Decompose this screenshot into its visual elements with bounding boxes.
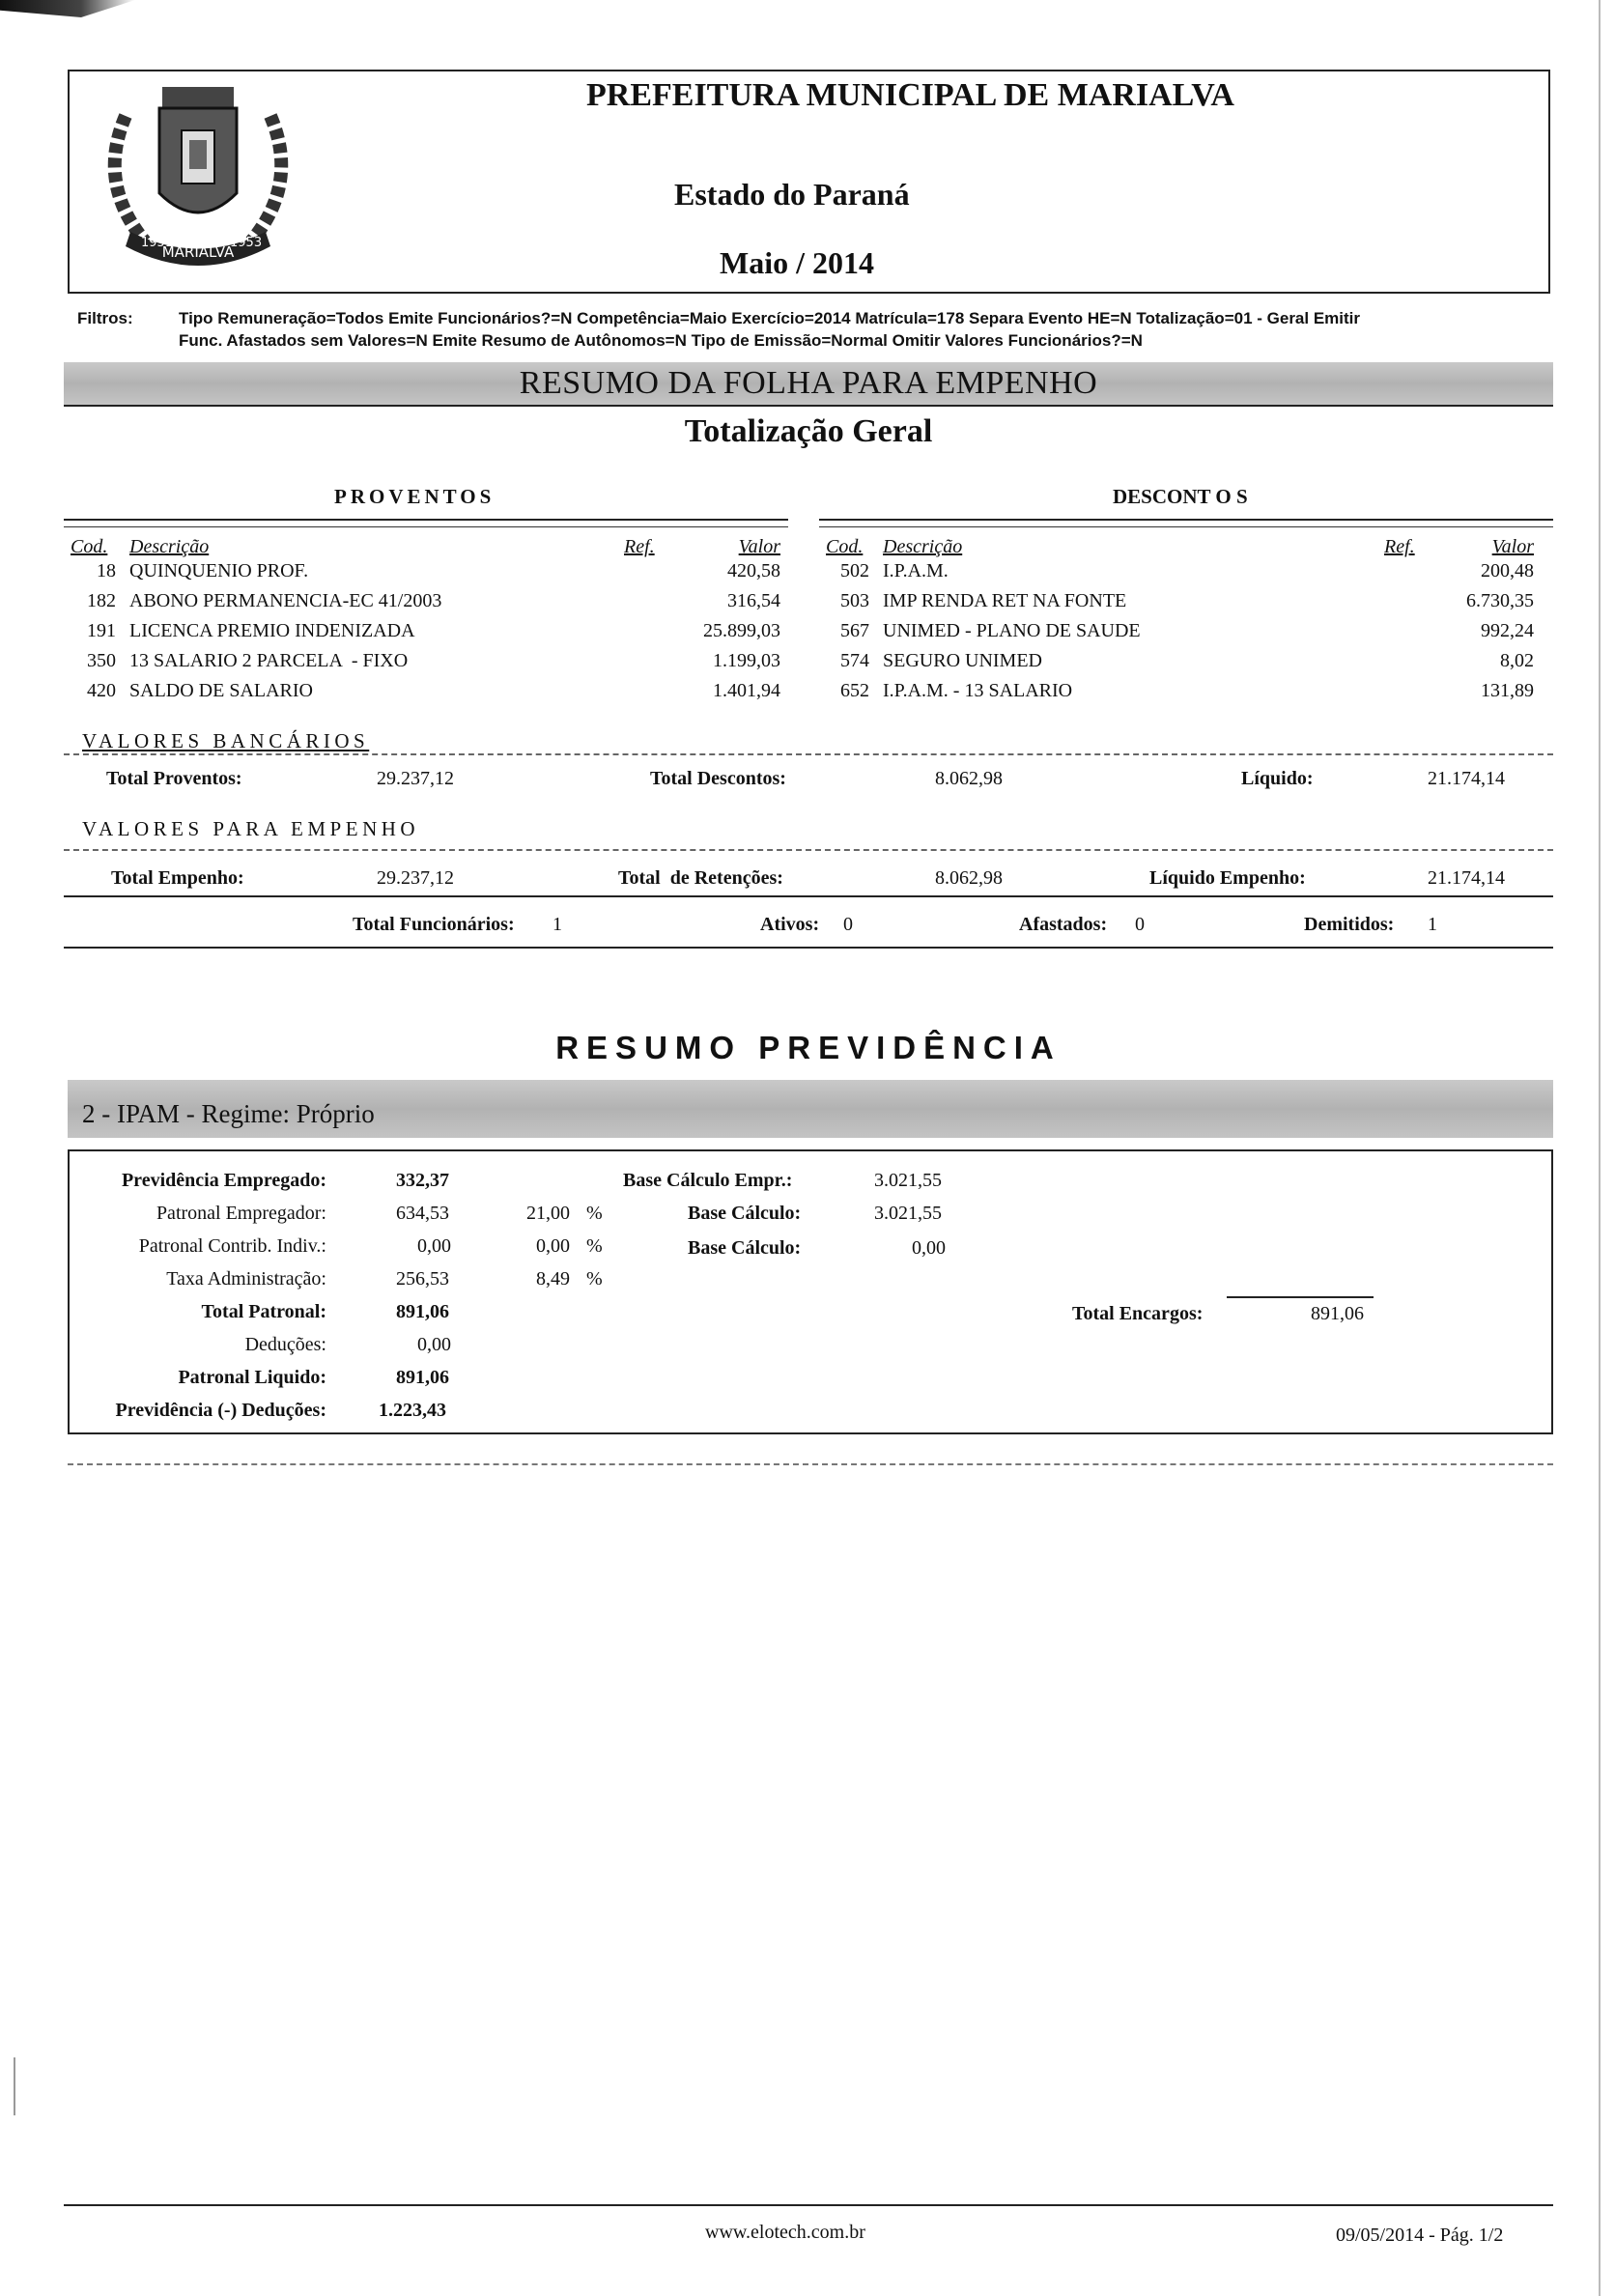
empenho-rule-top (64, 895, 1553, 897)
scan-edge-line (1599, 0, 1601, 2296)
proventos-cod: 420 (87, 680, 116, 701)
descontos-cod: 503 (840, 590, 869, 611)
crest-year-left: 1951 (141, 236, 174, 250)
proventos-col-cod: Cod. (71, 536, 108, 557)
base-calculo-value: 3.021,55 (874, 1203, 942, 1224)
total-encargos-rule (1227, 1296, 1374, 1298)
descontos-valor: 200,48 (1481, 560, 1534, 581)
period-title: Maio / 2014 (720, 245, 874, 280)
base-calculo-empr-label: Base Cálculo Empr.: (623, 1170, 793, 1191)
descontos-col-valor: Valor (1491, 536, 1534, 557)
base-calculo-label: Base Cálculo: (688, 1237, 802, 1259)
proventos-desc: 13 SALARIO 2 PARCELA - FIXO (129, 650, 409, 671)
descontos-cod: 574 (840, 650, 869, 671)
descontos-cod: 652 (840, 680, 869, 701)
proventos-rule-top (64, 519, 788, 521)
municipality-title: PREFEITURA MUNICIPAL DE MARIALVA (586, 77, 1234, 113)
proventos-cod: 18 (97, 560, 116, 581)
descontos-col-cod: Cod. (826, 536, 864, 557)
proventos-cod: 350 (87, 650, 116, 671)
liquido-empenho-value: 21.174,14 (1428, 867, 1505, 889)
afastados-value: 0 (1135, 914, 1145, 935)
summary-title: RESUMO DA FOLHA PARA EMPENHO (519, 365, 1098, 401)
total-empenho-value: 29.237,12 (377, 867, 454, 889)
descontos-valor: 992,24 (1481, 620, 1534, 641)
previdencia-pct: 0,00 (536, 1235, 570, 1257)
regime-title: 2 - IPAM - Regime: Próprio (82, 1099, 375, 1128)
descontos-heading: DESCONT O S (1113, 485, 1248, 508)
previdencia-pct-unit: % (586, 1203, 603, 1224)
scan-margin-line (14, 2057, 15, 2115)
descontos-rule-bottom (819, 526, 1553, 527)
proventos-col-ref: Ref. (624, 536, 655, 557)
total-retencoes-value: 8.062,98 (935, 867, 1003, 889)
total-funcionarios-label: Total Funcionários: (353, 914, 515, 935)
previdencia-box (68, 1149, 1553, 1434)
bancarios-dashed-rule (64, 753, 1553, 755)
total-descontos-value: 8.062,98 (935, 768, 1003, 789)
proventos-cod: 191 (87, 620, 116, 641)
state-title: Estado do Paraná (674, 177, 910, 212)
previdencia-pct-unit: % (586, 1268, 603, 1290)
proventos-valor: 316,54 (727, 590, 780, 611)
previdencia-value: 0,00 (417, 1235, 451, 1257)
proventos-desc: QUINQUENIO PROF. (129, 560, 309, 581)
crest-banner-text: MARIALVA (161, 243, 235, 261)
descontos-col-ref: Ref. (1384, 536, 1415, 557)
base-calculo-value: 0,00 (912, 1237, 946, 1259)
previdencia-value: 332,37 (396, 1170, 449, 1191)
summary-title-rule (64, 405, 1553, 407)
footer-website: www.elotech.com.br (705, 2222, 865, 2243)
previdencia-label: Patronal Empregador: (156, 1203, 326, 1224)
previdencia-pct: 21,00 (526, 1203, 570, 1224)
descontos-desc: IMP RENDA RET NA FONTE (883, 590, 1127, 611)
filters-label: Filtros: (77, 309, 133, 327)
previdencia-label: Total Patronal: (201, 1301, 326, 1322)
base-calculo-label: Base Cálculo: (688, 1203, 802, 1224)
descontos-cod: 502 (840, 560, 869, 581)
previdencia-value: 891,06 (396, 1367, 449, 1388)
proventos-cod: 182 (87, 590, 116, 611)
empenho-dashed-rule (64, 849, 1553, 851)
demitidos-value: 1 (1428, 914, 1437, 935)
empenho-heading: VALORES PARA EMPENHO (82, 817, 420, 840)
demitidos-label: Demitidos: (1304, 914, 1395, 935)
municipal-crest-icon (87, 77, 309, 285)
total-empenho-label: Total Empenho: (111, 867, 244, 889)
previdencia-value: 891,06 (396, 1301, 449, 1322)
proventos-valor: 25.899,03 (703, 620, 780, 641)
proventos-col-desc: Descrição (129, 536, 210, 557)
previdencia-title: RESUMO PREVIDÊNCIA (555, 1030, 1062, 1065)
total-funcionarios-value: 1 (552, 914, 562, 935)
previdencia-label: Patronal Liquido: (178, 1367, 326, 1388)
filters-line-2: Func. Afastados sem Valores=N Emite Resumo de Autônomos=N Tipo de Emissão=Normal Omitir Valores Funcionários?=N (179, 331, 1143, 350)
afastados-label: Afastados: (1019, 914, 1108, 935)
total-retencoes-label: Total de Retenções: (618, 867, 783, 889)
previdencia-value: 256,53 (396, 1268, 449, 1290)
summary-subtitle: Totalização Geral (684, 413, 933, 449)
descontos-rule-top (819, 519, 1553, 521)
liquido-empenho-label: Líquido Empenho: (1149, 867, 1306, 889)
previdencia-pct-unit: % (586, 1235, 603, 1257)
descontos-col-desc: Descrição (883, 536, 963, 557)
proventos-desc: SALDO DE SALARIO (129, 680, 313, 701)
previdencia-label: Previdência Empregado: (121, 1170, 326, 1191)
footer-date-page: 09/05/2014 - Pág. 1/2 (1336, 2225, 1504, 2246)
total-encargos-label: Total Encargos: (1072, 1303, 1204, 1324)
proventos-desc: LICENCA PREMIO INDENIZADA (129, 620, 415, 641)
proventos-heading: PROVENTOS (334, 485, 496, 508)
base-calculo-empr-value: 3.021,55 (874, 1170, 942, 1191)
ativos-value: 0 (843, 914, 853, 935)
previdencia-pct: 8,49 (536, 1268, 570, 1290)
descontos-desc: SEGURO UNIMED (883, 650, 1042, 671)
proventos-col-valor: Valor (738, 536, 780, 557)
total-encargos-value: 891,06 (1311, 1303, 1364, 1324)
funcionarios-rule (64, 947, 1553, 949)
descontos-valor: 8,02 (1500, 650, 1534, 671)
proventos-valor: 1.401,94 (713, 680, 780, 701)
liquido-value: 21.174,14 (1428, 768, 1505, 789)
total-proventos-label: Total Proventos: (106, 768, 242, 789)
scan-artifact-mark (0, 0, 135, 17)
filters-line-1: Tipo Remuneração=Todos Emite Funcionários?=N Competência=Maio Exercício=2014 Matrícula=178 Separa Evento HE=N Totalização=01 - Geral Emitir (179, 309, 1361, 327)
previdencia-value: 634,53 (396, 1203, 449, 1224)
descontos-desc: UNIMED - PLANO DE SAUDE (883, 620, 1141, 641)
total-descontos-label: Total Descontos: (650, 768, 786, 789)
proventos-rule-bottom (64, 526, 788, 527)
previdencia-label: Previdência (-) Deduções: (115, 1400, 326, 1421)
previdencia-label: Patronal Contrib. Indiv.: (138, 1235, 326, 1257)
ativos-label: Ativos: (760, 914, 820, 935)
descontos-valor: 131,89 (1481, 680, 1534, 701)
proventos-desc: ABONO PERMANENCIA-EC 41/2003 (129, 590, 442, 611)
previdencia-label: Deduções: (244, 1334, 326, 1355)
total-proventos-value: 29.237,12 (377, 768, 454, 789)
descontos-cod: 567 (840, 620, 869, 641)
descontos-desc: I.P.A.M. (883, 560, 949, 581)
previdencia-label: Taxa Administração: (166, 1268, 326, 1290)
descontos-valor: 6.730,35 (1466, 590, 1534, 611)
descontos-desc: I.P.A.M. - 13 SALARIO (883, 680, 1073, 701)
previdencia-value: 1.223,43 (379, 1400, 446, 1421)
previdencia-value: 0,00 (417, 1334, 451, 1355)
proventos-valor: 1.199,03 (713, 650, 780, 671)
liquido-label: Líquido: (1241, 768, 1314, 789)
previdencia-dashed-rule (68, 1463, 1553, 1465)
footer-rule (64, 2204, 1553, 2206)
bancarios-heading: VALORES BANCÁRIOS (82, 729, 370, 752)
proventos-valor: 420,58 (727, 560, 780, 581)
crest-year-right: 1953 (230, 236, 263, 250)
